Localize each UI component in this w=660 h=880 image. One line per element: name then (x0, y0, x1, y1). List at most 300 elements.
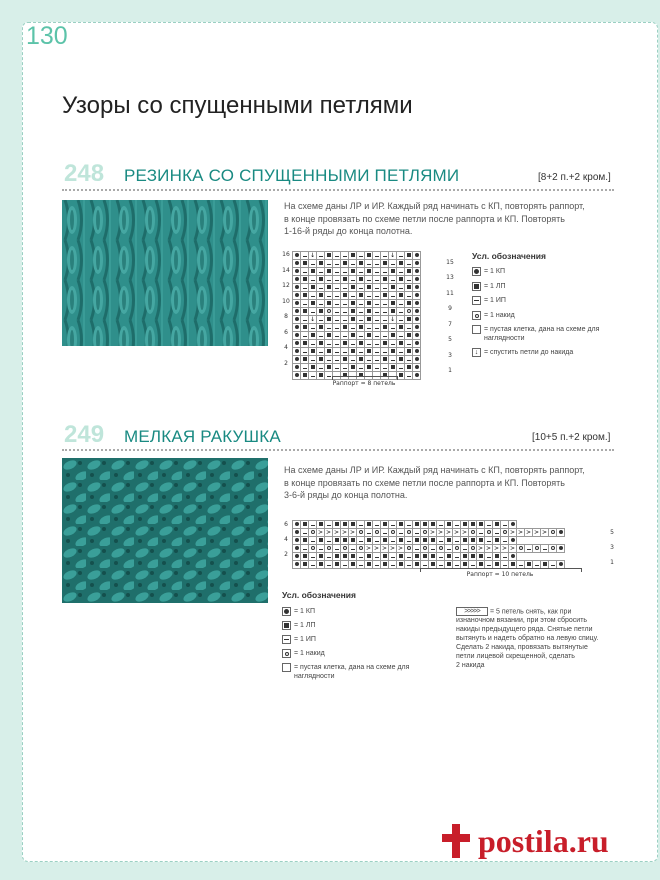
chart-cell (365, 268, 373, 276)
chart-cell (429, 521, 437, 529)
page-number: 130 (26, 22, 68, 50)
empty-cell-icon (472, 325, 481, 334)
chart-cell (325, 545, 333, 553)
chart-cell (413, 324, 421, 332)
section-249-title: МЕЛКАЯ РАКУШКА (124, 427, 281, 446)
chart-cell (469, 553, 477, 561)
knit-symbol-icon (472, 267, 481, 276)
chart-cell (373, 529, 381, 537)
row-number-right: 15 (446, 258, 454, 266)
knit-symbol-icon (282, 607, 291, 616)
chart-cell (349, 561, 357, 569)
chart-cell (373, 521, 381, 529)
chart-cell (373, 324, 381, 332)
chart-cell (309, 372, 317, 380)
chart-cell (325, 348, 333, 356)
chart-cell (357, 332, 365, 340)
chart-cell (365, 316, 373, 324)
chart-cell (293, 561, 301, 569)
chart-cell (381, 521, 389, 529)
chart-cell (325, 276, 333, 284)
chart-cell (341, 561, 349, 569)
legend-front-loop (472, 282, 506, 291)
chart-cell (325, 260, 333, 268)
chart-cell (317, 521, 325, 529)
chart-cell (397, 284, 405, 292)
chart-cell (357, 561, 365, 569)
row-number-left: 4 (284, 344, 288, 351)
chart-cell: > (461, 528, 468, 536)
chart-cell (389, 561, 397, 569)
legend-yarn-over (472, 311, 515, 320)
chart-cell (317, 308, 325, 316)
chart-cell (333, 284, 341, 292)
chart-cell (293, 268, 301, 276)
chart-cell (413, 284, 421, 292)
legend-knit (282, 607, 315, 616)
chart-cell (405, 521, 413, 529)
chart-cell (421, 545, 429, 553)
chart-cell (405, 316, 413, 324)
chart-cell: > (381, 544, 388, 552)
chart-cell (405, 364, 413, 372)
chart-cell (301, 332, 309, 340)
description-line: 3-6-й ряды до конца полотна. (284, 490, 408, 500)
chart-cell (421, 553, 429, 561)
chart-cell (517, 545, 525, 553)
chart-cell (293, 356, 301, 364)
section-248-rapport: Раппорт = 8 петель (332, 380, 396, 387)
chart-cell (429, 545, 437, 553)
chart-cell (341, 340, 349, 348)
chart-cell (405, 340, 413, 348)
chart-cell (373, 292, 381, 300)
chart-cell (405, 324, 413, 332)
chart-cell (373, 356, 381, 364)
chart-cell (453, 545, 461, 553)
chart-cell (429, 537, 437, 545)
chart-cell (333, 521, 341, 529)
chart-cell (301, 364, 309, 372)
chart-cell (309, 529, 317, 537)
row-number-right: 1 (448, 367, 452, 375)
row-number-left: 16 (282, 251, 290, 258)
chart-cell (341, 545, 349, 553)
chart-cell (469, 521, 477, 529)
row-number-right: 7 (448, 320, 452, 328)
chart-cell (397, 316, 405, 324)
section-248-number: 248 (64, 160, 105, 187)
row-number-left: 6 (284, 521, 288, 528)
section-249-multiple: [10+5 п.+2 кром.] (532, 432, 611, 443)
chart-cell (365, 308, 373, 316)
chart-cell (333, 276, 341, 284)
chart-cell (509, 537, 517, 545)
chart-cell (349, 521, 357, 529)
chart-cell (437, 521, 445, 529)
chart-cell (397, 537, 405, 545)
chart-cell (413, 252, 421, 260)
chart-cell (453, 553, 461, 561)
chart-cell (317, 537, 325, 545)
chart-cell (301, 372, 309, 380)
chart-cell (325, 316, 333, 324)
chart-cell (325, 252, 333, 260)
chart-cell (333, 260, 341, 268)
chart-cell (333, 545, 341, 553)
legend-empty-cell (282, 663, 432, 681)
chart-cell: > (333, 528, 340, 536)
row-number-left: 12 (282, 282, 290, 289)
chart-cell (397, 252, 405, 260)
chart-cell (317, 268, 325, 276)
shell-cluster-icon: >>>>> (456, 607, 488, 616)
chart-cell (389, 268, 397, 276)
chart-cell (389, 356, 397, 364)
chart-cell (301, 284, 309, 292)
chart-cell (405, 537, 413, 545)
chart-cell (325, 561, 333, 569)
row-number-right: 1 (610, 558, 614, 566)
description-line: в конце провязать по схеме петли после раппорта и КП. Повторять (284, 477, 565, 488)
chart-cell (349, 268, 357, 276)
chart-cell (293, 348, 301, 356)
chart-cell (349, 284, 357, 292)
chart-cell (349, 316, 357, 324)
row-number-left: 14 (282, 266, 290, 274)
chart-cell (365, 348, 373, 356)
legend-label: петли лицевой скрещенной, сделать (456, 653, 575, 661)
chart-cell (389, 340, 397, 348)
chart-cell (397, 276, 405, 284)
chart-cell: > (317, 528, 324, 536)
chart-cell (405, 545, 413, 553)
chart-cell (389, 300, 397, 308)
chart-cell (389, 521, 397, 529)
chart-cell (477, 521, 485, 529)
chart-cell (341, 316, 349, 324)
row-number-left: 2 (284, 551, 288, 558)
chart-cell: ↓ (389, 251, 396, 259)
empty-cell-icon (282, 663, 291, 672)
chart-cell (405, 561, 413, 569)
chart-cell (477, 529, 485, 537)
chart-cell (389, 292, 397, 300)
chart-cell (349, 292, 357, 300)
chart-cell (453, 537, 461, 545)
chart-cell (373, 553, 381, 561)
chart-cell: > (525, 528, 532, 536)
chart-cell (309, 332, 317, 340)
chart-cell (293, 332, 301, 340)
chart-cell (293, 316, 301, 324)
chart-cell (301, 308, 309, 316)
section-248-legend-title: Усл. обозначения (472, 251, 546, 261)
chart-cell (301, 300, 309, 308)
chart-cell (293, 372, 301, 380)
legend-drop-stitch (472, 348, 573, 357)
chart-cell (357, 521, 365, 529)
chart-cell (445, 521, 453, 529)
row-number-left: 4 (284, 536, 288, 543)
chart-cell (365, 260, 373, 268)
chart-cell (357, 340, 365, 348)
legend-label: = пустая клетка, дана на схеме для наглядности (294, 664, 410, 680)
chart-cell (405, 529, 413, 537)
chart-cell (309, 521, 317, 529)
chart-cell (357, 308, 365, 316)
watermark-text: postila.ru (478, 823, 609, 859)
row-number-left: 10 (282, 297, 290, 305)
chart-cell (549, 529, 557, 537)
chart-cell (405, 276, 413, 284)
chart-cell (349, 356, 357, 364)
row-number-left: 6 (284, 328, 288, 336)
chart-cell: > (533, 528, 540, 536)
chart-cell (485, 521, 493, 529)
chart-cell (349, 545, 357, 553)
chart-cell: > (325, 528, 332, 536)
chart-cell (357, 300, 365, 308)
chart-cell (357, 316, 365, 324)
chart-cell (357, 292, 365, 300)
chart-cell: > (397, 544, 404, 552)
chart-cell (357, 276, 365, 284)
chart-cell (389, 364, 397, 372)
legend-empty-cell (472, 325, 612, 343)
chart-cell (333, 537, 341, 545)
chart-cell (317, 553, 325, 561)
chart-cell (325, 356, 333, 364)
legend-yarn-over (282, 649, 325, 658)
chart-cell (461, 537, 469, 545)
chart-cell (397, 529, 405, 537)
chart-cell (437, 545, 445, 553)
row-number-right: 3 (610, 543, 614, 551)
chart-cell (301, 276, 309, 284)
chart-cell (357, 268, 365, 276)
chart-cell (309, 268, 317, 276)
legend-label: = 5 петель снять, как при (489, 608, 572, 616)
chart-cell (333, 292, 341, 300)
legend-knit (472, 267, 505, 276)
chart-cell (413, 292, 421, 300)
chart-cell (341, 308, 349, 316)
chart-cell (301, 324, 309, 332)
chart-cell (365, 356, 373, 364)
chart-cell (381, 268, 389, 276)
chart-cell (301, 356, 309, 364)
chart-cell: > (341, 528, 348, 536)
chart-cell (381, 553, 389, 561)
chart-cell (341, 292, 349, 300)
section-249-legend-title: Усл. обозначения (282, 590, 356, 600)
legend-label: изнаночном вязании, при этом сбросить (456, 617, 588, 625)
chart-cell (557, 545, 565, 553)
page-title: Узоры со спущенными петлями (62, 92, 413, 119)
chart-cell (437, 537, 445, 545)
chart-cell (557, 529, 565, 537)
chart-cell (309, 292, 317, 300)
chart-cell (421, 537, 429, 545)
chart-cell (349, 252, 357, 260)
chart-cell (461, 553, 469, 561)
row-number-right: 9 (448, 305, 452, 313)
chart-cell (373, 252, 381, 260)
chart-cell (397, 521, 405, 529)
chart-cell (341, 284, 349, 292)
chart-cell (365, 292, 373, 300)
legend-label: = спустить петли до накида (484, 349, 574, 356)
chart-cell (397, 356, 405, 364)
chart-cell (357, 364, 365, 372)
chart-cell (485, 537, 493, 545)
chart-cell (357, 348, 365, 356)
row-number-left: 8 (284, 313, 288, 320)
circle-symbol-icon (472, 311, 481, 320)
chart-cell (413, 529, 421, 537)
chart-cell: ↓ (389, 315, 396, 323)
chart-cell (293, 340, 301, 348)
chart-cell (445, 553, 453, 561)
chart-cell (357, 529, 365, 537)
chart-cell (325, 308, 333, 316)
chart-cell (317, 364, 325, 372)
section-249-rapport: Раппорт = 10 петель (466, 571, 534, 578)
chart-cell (381, 364, 389, 372)
legend-label: Сделать 2 накида, провязать вытянутые (456, 644, 588, 652)
legend-shell-cluster (456, 607, 618, 670)
chart-cell (405, 356, 413, 364)
section-248-multiple: [8+2 п.+2 кром.] (538, 172, 611, 183)
legend-label: = 1 ЛП (294, 622, 316, 629)
legend-label: = 1 КП (484, 268, 505, 275)
chart-cell (309, 553, 317, 561)
legend-purl (472, 296, 506, 305)
chart-cell (349, 537, 357, 545)
legend-front-loop (282, 621, 316, 630)
chart-cell (533, 545, 541, 553)
chart-cell (397, 324, 405, 332)
chart-cell (357, 553, 365, 561)
chart-cell (357, 356, 365, 364)
chart-cell (373, 537, 381, 545)
chart-cell (397, 308, 405, 316)
chart-cell (293, 300, 301, 308)
chart-cell (373, 308, 381, 316)
chart-cell (373, 332, 381, 340)
chart-cell (365, 529, 373, 537)
chart-cell (469, 537, 477, 545)
chart-cell (397, 553, 405, 561)
chart-cell (397, 561, 405, 569)
chart-cell (469, 529, 477, 537)
chart-cell (437, 553, 445, 561)
chart-cell (293, 529, 301, 537)
section-248-chart (292, 251, 421, 380)
chart-cell (293, 308, 301, 316)
chart-cell (445, 545, 453, 553)
chart-cell (341, 268, 349, 276)
chart-cell (413, 340, 421, 348)
chart-cell (357, 252, 365, 260)
legend-label: = 1 накид (294, 650, 325, 657)
chart-cell (357, 537, 365, 545)
chart-cell (397, 300, 405, 308)
chart-cell (365, 561, 373, 569)
chart-cell (325, 537, 333, 545)
chart-cell (389, 284, 397, 292)
chart-cell (493, 521, 501, 529)
chart-cell (309, 308, 317, 316)
chart-cell: > (365, 544, 372, 552)
chart-cell (381, 529, 389, 537)
chart-cell (365, 537, 373, 545)
chart-cell (317, 316, 325, 324)
chart-cell (405, 284, 413, 292)
chart-cell (413, 316, 421, 324)
chart-cell (373, 348, 381, 356)
chart-cell (389, 553, 397, 561)
chart-cell (333, 300, 341, 308)
chart-cell (493, 553, 501, 561)
chart-cell (341, 332, 349, 340)
description-line: 1-16-й ряды до конца полотна. (284, 226, 413, 236)
chart-cell (309, 324, 317, 332)
chart-cell (493, 529, 501, 537)
chart-cell (413, 348, 421, 356)
chart-cell (341, 348, 349, 356)
chart-cell (325, 332, 333, 340)
chart-cell (397, 364, 405, 372)
chart-cell (325, 324, 333, 332)
chart-cell (453, 521, 461, 529)
chart-cell (397, 292, 405, 300)
chart-cell (325, 340, 333, 348)
chart-cell (381, 348, 389, 356)
chart-cell (421, 529, 429, 537)
chart-cell (381, 300, 389, 308)
chart-cell (365, 332, 373, 340)
square-symbol-icon (282, 621, 291, 630)
chart-cell (413, 364, 421, 372)
chart-cell (301, 521, 309, 529)
chart-cell (405, 292, 413, 300)
chart-cell (309, 284, 317, 292)
section-249-description (284, 464, 585, 502)
chart-cell (301, 561, 309, 569)
chart-cell (317, 545, 325, 553)
section-248-title: РЕЗИНКА СО СПУЩЕННЫМИ ПЕТЛЯМИ (124, 166, 460, 185)
chart-cell (341, 300, 349, 308)
chart-cell (301, 529, 309, 537)
chart-cell (413, 521, 421, 529)
chart-cell (413, 268, 421, 276)
chart-cell (461, 521, 469, 529)
chart-cell (397, 348, 405, 356)
chart-cell (341, 537, 349, 545)
chart-cell (461, 545, 469, 553)
chart-cell (477, 553, 485, 561)
chart-cell (341, 521, 349, 529)
chart-cell (357, 545, 365, 553)
chart-cell (381, 356, 389, 364)
chart-cell (325, 268, 333, 276)
chart-cell (365, 364, 373, 372)
chart-cell (293, 284, 301, 292)
chart-cell (389, 260, 397, 268)
chart-cell (317, 252, 325, 260)
